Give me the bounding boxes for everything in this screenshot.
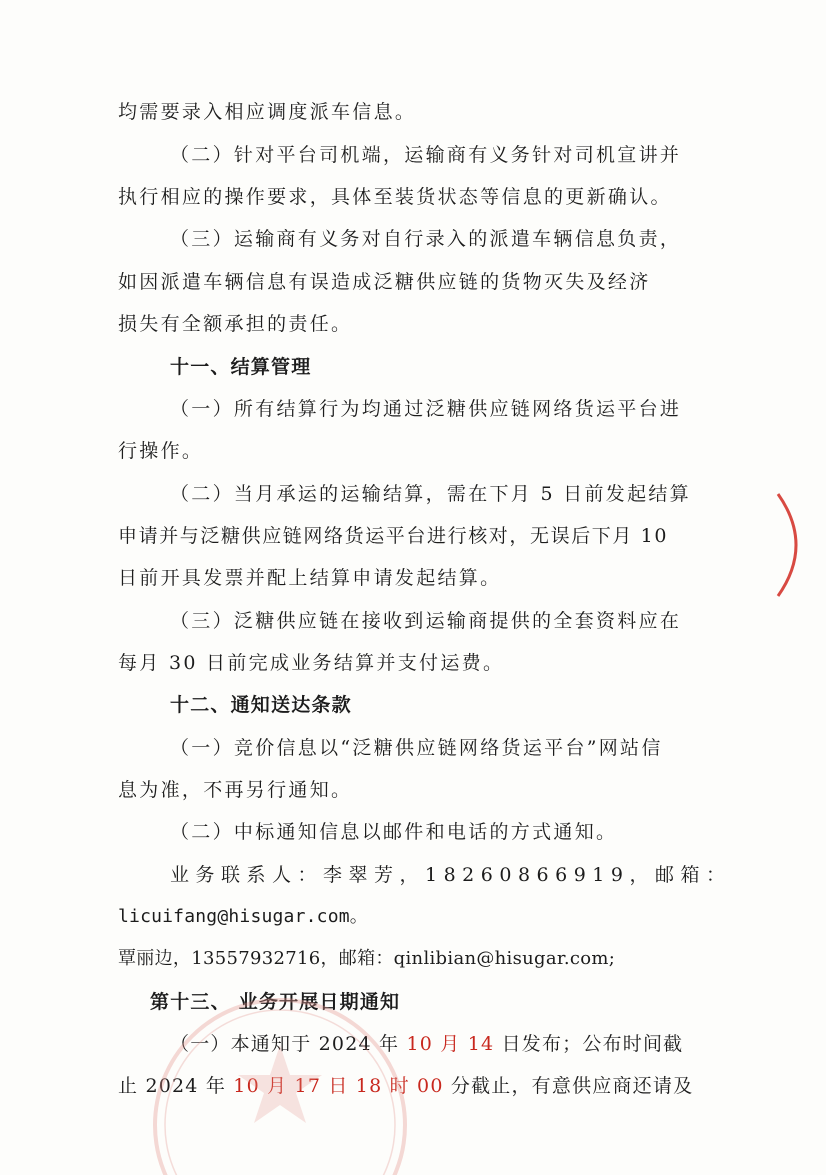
section-heading-13: 第十三、 业务开展日期通知: [150, 991, 401, 1013]
official-stamp: [140, 975, 420, 1175]
text-line: 每月 30 日前完成业务结算并支付运费。: [118, 652, 505, 674]
text-line: （三）运输商有义务对自行录入的派遣车辆信息负责，: [170, 228, 682, 250]
text-line: 损失有全额承担的责任。: [118, 313, 353, 335]
text-line: （二）针对平台司机端，运输商有义务针对司机宣讲并: [170, 144, 682, 166]
text-line: 行操作。: [118, 440, 204, 462]
section-heading-12: 十二、通知送达条款: [170, 694, 352, 716]
date-text: 分截止，有意供应商还请及: [450, 1075, 694, 1097]
text-line: 均需要录入相应调度派车信息。: [118, 101, 417, 123]
text-line: 息为准，不再另行通知。: [118, 779, 353, 801]
text-line: 如因派遣车辆信息有误造成泛糖供应链的货物灭失及经济: [118, 271, 651, 293]
text-line: 执行相应的操作要求，具体至装货状态等信息的更新确认。: [118, 186, 672, 208]
date-text: 日发布；公布时间截: [501, 1033, 684, 1055]
seal-edge-stamp: [770, 490, 820, 600]
text-line: （三）泛糖供应链在接收到运输商提供的全套资料应在: [170, 610, 682, 632]
text-line: （一）所有结算行为均通过泛糖供应链网络货运平台进: [170, 398, 682, 420]
publish-date: 10 月 14: [406, 1033, 502, 1055]
text-line: 日前开具发票并配上结算申请发起结算。: [118, 567, 502, 589]
text-line: 申请并与泛糖供应链网络货运平台进行核对，无误后下月 10: [118, 525, 669, 547]
section-heading-11: 十一、结算管理: [170, 356, 312, 378]
text-line: （二）中标通知信息以邮件和电话的方式通知。: [170, 821, 618, 843]
contact-line: 覃丽边，13557932716，邮箱：qinlibian@hisugar.com;: [118, 948, 616, 969]
deadline-date: 10 月 17 日 18 时 00: [233, 1075, 451, 1097]
text-line: （一）竞价信息以“泛糖供应链网络货运平台”网站信: [170, 737, 663, 759]
date-text: 止 2024 年: [118, 1075, 234, 1097]
date-text: （一）本通知于 2024 年: [170, 1033, 407, 1055]
email-line: licuifang@hisugar.com。: [118, 906, 368, 927]
text-line: （二）当月承运的运输结算，需在下月 5 日前发起结算: [170, 483, 691, 505]
contact-line: 业务联系人：李翠芳，18260866919，邮箱：: [170, 864, 732, 886]
